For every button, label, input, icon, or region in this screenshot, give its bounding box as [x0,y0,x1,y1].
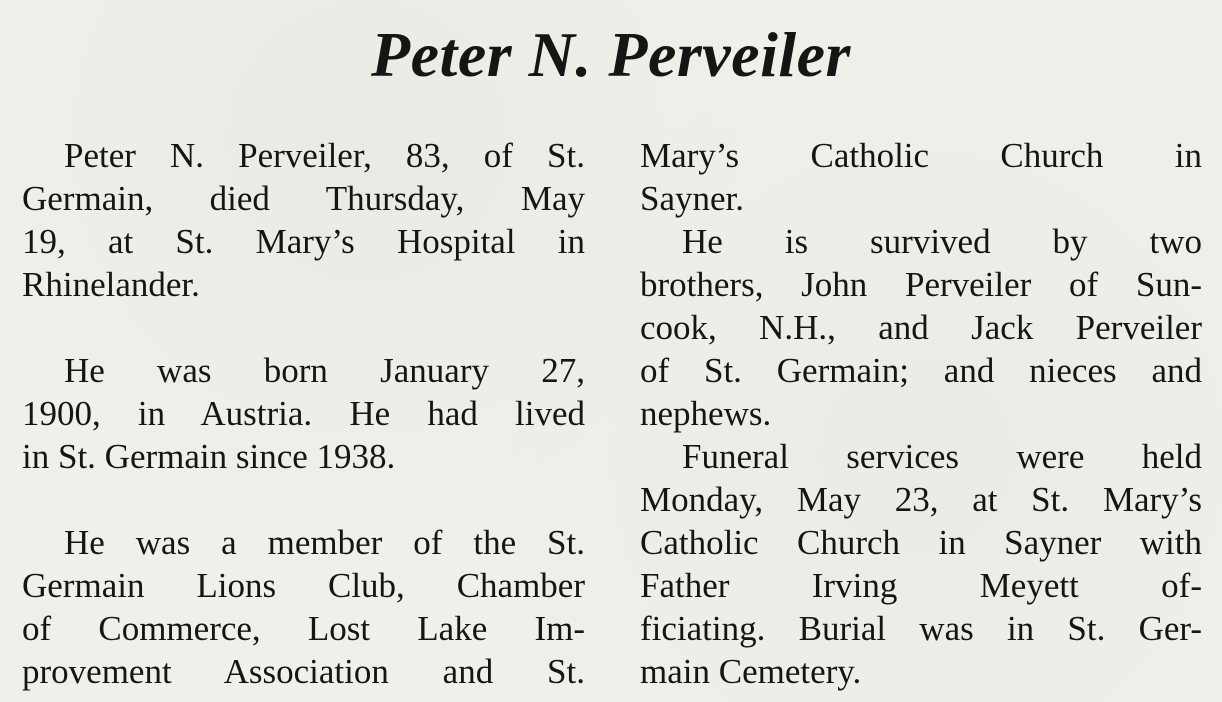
text-line: provement Association and St. [22,652,585,691]
text-line: main Cemetery. [640,652,862,691]
text-line: cook, N.H., and Jack Perveiler [640,308,1202,347]
text-line: He was a member of the St. [64,523,585,562]
paragraph-spacer [22,306,585,349]
paragraph-survivors [640,220,1202,435]
text-line: in St. Germain since 1938. [22,437,396,476]
text-line: 19, at St. Mary’s Hospital in [22,222,585,261]
text-line: Monday, May 23, at St. Mary’s [640,480,1202,519]
paragraph-memberships [22,521,585,693]
text-line: Peter N. Perveiler, 83, of St. [64,136,585,175]
text-line: Sayner. [640,179,745,218]
text-line: Germain Lions Club, Chamber [22,566,585,605]
text-line: Rhinelander. [22,265,200,304]
text-line: He was born January 27, [64,351,585,390]
paragraph-funeral [640,435,1202,693]
right-text-column [640,134,1202,693]
text-line: Mary’s Catholic Church in [640,136,1202,175]
text-line: brothers, John Perveiler of Sun- [640,265,1202,304]
text-line: nephews. [640,394,772,433]
left-text-column [22,134,585,693]
text-line: ficiating. Burial was in St. Ger- [640,609,1202,648]
text-line: of St. Germain; and nieces and [640,351,1202,390]
obituary-headline: Peter N. Perveiler [371,19,851,90]
text-line: Germain, died Thursday, May [22,179,585,218]
text-line: 1900, in Austria. He had lived [22,394,585,433]
paragraph-spacer [22,478,585,521]
text-line: of Commerce, Lost Lake Im- [22,609,585,648]
text-line: Father Irving Meyett of- [640,566,1202,605]
text-line: He is survived by two [682,222,1202,261]
paragraph-memberships-continued [640,134,1202,220]
text-line: Catholic Church in Sayner with [640,523,1202,562]
text-line: Funeral services were held [682,437,1202,476]
paragraph-death-notice [22,134,585,306]
paragraph-birth [22,349,585,478]
